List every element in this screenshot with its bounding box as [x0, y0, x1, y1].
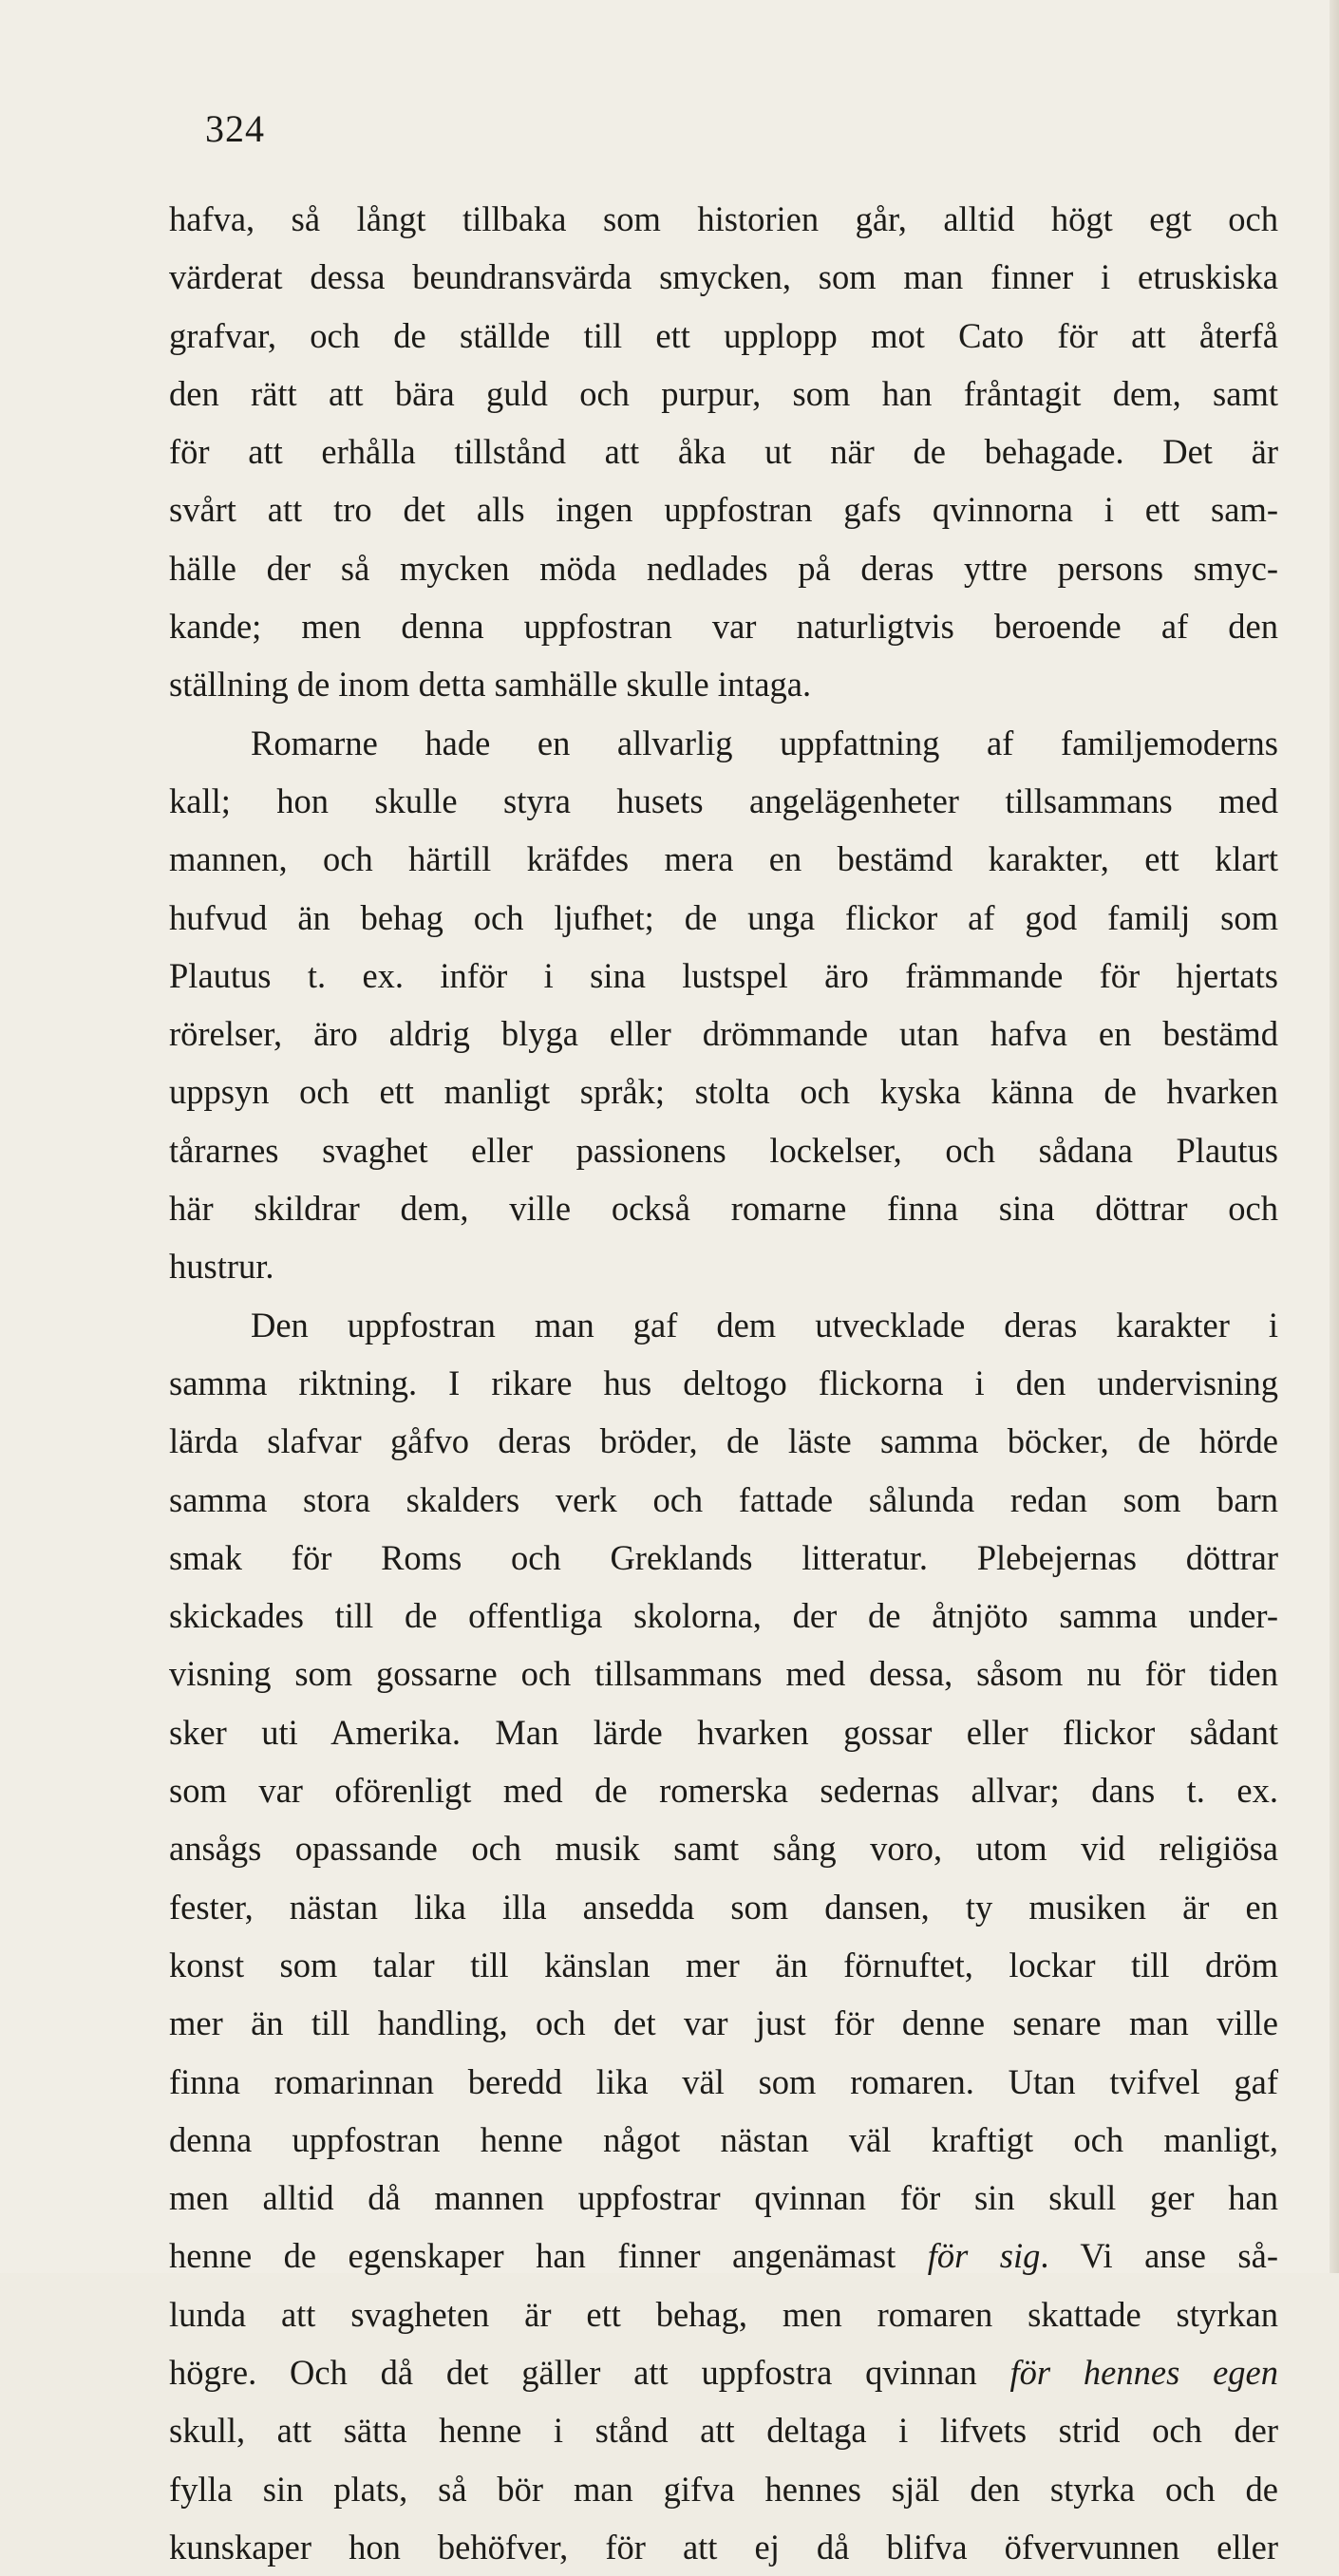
text-line-content: tårarnes svaghet eller passionens lockelser, och sådana Plautus [169, 1130, 1278, 1170]
page-edge [1330, 0, 1339, 2273]
text-line-content: rörelser, äro aldrig blyga eller drömmande utan hafva en bestämd [169, 1014, 1278, 1054]
italic-emphasis: för sig [927, 2236, 1041, 2276]
text-line-content: lärda slafvar gåfvo deras bröder, de läste samma böcker, de hörde [169, 1421, 1278, 1461]
text-line-content: ställning de inom detta samhälle skulle intaga. [169, 665, 812, 705]
text-line [169, 1878, 1278, 1936]
text-line [169, 2169, 1278, 2227]
text-line [169, 1994, 1278, 2052]
text-line [169, 947, 1278, 1005]
text-line-content: samma riktning. I rikare hus deltogo flickorna i den undervisning [169, 1363, 1278, 1402]
text-line [169, 480, 1278, 538]
text-line-content: lunda att svagheten är ett behag, men romaren skattade styrkan [169, 2294, 1278, 2334]
text-line [169, 2053, 1278, 2111]
text-line-content: högre. Och då det gäller att uppfostra qvinnan [169, 2352, 1010, 2392]
text-line [169, 1296, 1278, 1354]
text-line [169, 1703, 1278, 1761]
text-line-content: för att erhålla tillstånd att åka ut när de behagade. Det är [169, 432, 1278, 472]
text-line [169, 1237, 1278, 1295]
text-line-content: visning som gossarne och tillsammans med dessa, såsom nu för tiden [169, 1654, 1278, 1694]
text-line [169, 2111, 1278, 2169]
text-line [169, 597, 1278, 655]
text-line-content: henne de egenskaper han finner angenämast [169, 2236, 928, 2276]
text-line-content: värderat dessa beundransvärda smycken, som man finner i etruskiska [169, 257, 1278, 297]
text-line [169, 539, 1278, 597]
text-line-content: grafvar, och de ställde till ett upplopp mot Cato för att återfå [169, 315, 1278, 355]
text-line-content: hafva, så långt tillbaka som historien går, alltid högt egt och [169, 199, 1278, 238]
text-line [169, 1587, 1278, 1645]
text-line-content: samma stora skalders verk och fattade sålunda redan som barn [169, 1479, 1278, 1519]
text-line [169, 307, 1278, 365]
text-line-content: den rätt att bära guld och purpur, som han fråntagit dem, samt [169, 373, 1278, 413]
text-line [169, 1062, 1278, 1120]
text-line [169, 714, 1278, 772]
text-line [169, 2518, 1278, 2576]
text-line-continuation: . Vi anse så- [1040, 2236, 1278, 2276]
text-line [169, 248, 1278, 306]
text-line-content: mer än till handling, och det var just för denne senare man ville [169, 2003, 1278, 2043]
text-line-content: som var oförenligt med de romerska sedernas allvar; dans t. ex. [169, 1771, 1278, 1811]
text-line [169, 1005, 1278, 1062]
text-line-content: kall; hon skulle styra husets angelägenheter tillsammans med [169, 780, 1278, 820]
body-text [169, 190, 1278, 2576]
text-line-content: här skildrar dem, ville också romarne finna sina döttrar och [169, 1189, 1278, 1229]
text-line-content: kunskaper hon behöfver, för att ej då blifva öfvervunnen eller [169, 2527, 1278, 2567]
text-line [169, 190, 1278, 248]
text-line-content: finna romarinnan beredd lika väl som romaren. Utan tvifvel gaf [169, 2061, 1278, 2101]
text-line [169, 889, 1278, 947]
text-line [169, 2343, 1278, 2401]
text-line [169, 1412, 1278, 1470]
text-line [169, 655, 1278, 713]
text-line-content: konst som talar till känslan mer än förnuftet, lockar till dröm [169, 1945, 1278, 1984]
text-line [169, 1761, 1278, 1819]
page-number: 324 [205, 107, 265, 150]
text-line-content: denna uppfostran henne något nästan väl kraftigt och manligt, [169, 2119, 1278, 2159]
text-line-content: kande; men denna uppfostran var naturligtvis beroende af den [169, 607, 1278, 647]
italic-emphasis: för hennes egen [1009, 2352, 1278, 2392]
text-line [169, 1121, 1278, 1179]
text-line-content: svårt att tro det alls ingen uppfostran gafs qvinnorna i ett sam- [169, 490, 1278, 530]
text-line-content: Romarne hade en allvarlig uppfattning af familjemoderns [251, 723, 1278, 762]
text-line [169, 772, 1278, 830]
text-line-content: hufvud än behag och ljufhet; de unga flickor af god familj som [169, 897, 1278, 937]
text-line [169, 2285, 1278, 2343]
text-line [169, 830, 1278, 888]
text-line [169, 1819, 1278, 1877]
text-line-content: smak för Roms och Greklands litteratur. Plebejernas döttrar [169, 1537, 1278, 1577]
text-line [169, 423, 1278, 480]
text-line-content: sker uti Amerika. Man lärde hvarken gossar eller flickor sådant [169, 1712, 1278, 1752]
text-line-content: Plautus t. ex. inför i sina lustspel äro främmande för hjertats [169, 955, 1278, 995]
text-line [169, 1645, 1278, 1702]
text-line-content: mannen, och härtill kräfdes mera en bestämd karakter, ett klart [169, 839, 1278, 879]
text-line [169, 1529, 1278, 1587]
text-line-content: uppsyn och ett manligt språk; stolta och kyska känna de hvarken [169, 1072, 1278, 1112]
text-line [169, 1471, 1278, 1529]
text-line-content: Den uppfostran man gaf dem utvecklade deras karakter i [251, 1305, 1278, 1344]
text-line-content: ansågs opassande och musik samt sång voro, utom vid religiösa [169, 1829, 1278, 1869]
text-line [169, 1936, 1278, 1994]
text-line [169, 2460, 1278, 2518]
text-line-content: hustrur. [169, 1247, 274, 1287]
text-line-content: fylla sin plats, så bör man gifva hennes själ den styrka och de [169, 2469, 1278, 2509]
text-line-content: skickades till de offentliga skolorna, der de åtnjöto samma under- [169, 1596, 1278, 1636]
text-line-content: hälle der så mycken möda nedlades på deras yttre persons smyc- [169, 548, 1278, 588]
text-line [169, 2401, 1278, 2459]
text-line [169, 1354, 1278, 1412]
text-line-content: skull, att sätta henne i stånd att deltaga i lifvets strid och der [169, 2411, 1278, 2451]
text-line-content: men alltid då mannen uppfostrar qvinnan för sin skull ger han [169, 2178, 1278, 2218]
text-line [169, 2227, 1278, 2285]
text-line [169, 1179, 1278, 1237]
text-line-content: fester, nästan lika illa ansedda som dansen, ty musiken är en [169, 1887, 1278, 1927]
text-line [169, 365, 1278, 423]
